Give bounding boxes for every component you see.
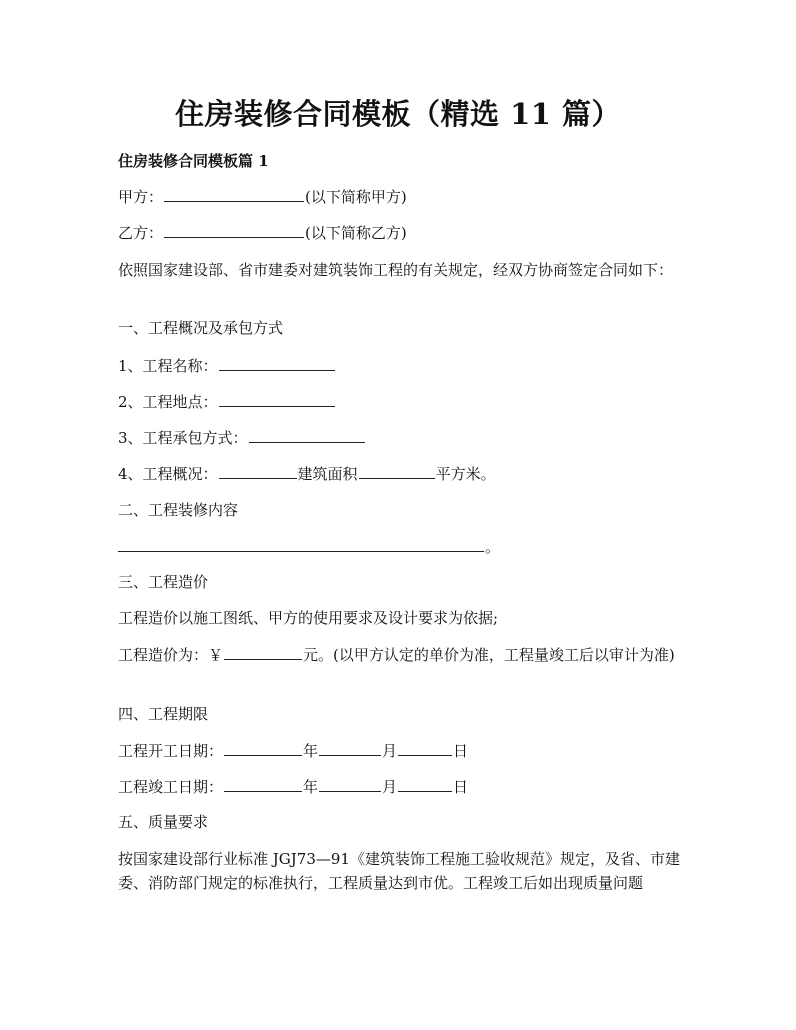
end-year-blank (224, 776, 302, 792)
project-overview-label: 4、工程概况： (118, 465, 218, 483)
start-month-label: 月 (382, 742, 398, 760)
contract-method-line (118, 427, 366, 448)
end-month-blank (319, 776, 381, 792)
start-year-blank (224, 740, 302, 756)
project-location-line (118, 391, 336, 412)
cost-amount-label: 工程造价为：￥ (118, 646, 224, 664)
project-overview-blank-1 (219, 463, 297, 479)
building-area-label: 建筑面积 (297, 465, 358, 483)
intro-paragraph: 依照国家建设部、省市建委对建筑装饰工程的有关规定，经双方协商签定合同如下： (118, 261, 674, 279)
cost-amount-note: 元。(以甲方认定的单价为准，工程量竣工后以审计为准) (303, 646, 675, 664)
party-b-label: 乙方： (118, 224, 164, 242)
start-date-line (118, 740, 468, 761)
project-location-label: 2、工程地点： (118, 393, 218, 411)
building-area-blank (359, 463, 435, 479)
contract-method-blank (249, 427, 365, 443)
decoration-content-line (118, 536, 500, 557)
section2-heading: 二、工程装修内容 (118, 501, 239, 519)
section1-heading: 一、工程概况及承包方式 (118, 319, 284, 337)
decoration-content-end: 。 (485, 538, 501, 556)
start-date-label: 工程开工日期： (118, 742, 224, 760)
end-date-label: 工程竣工日期： (118, 778, 224, 796)
project-location-blank (219, 391, 335, 407)
end-year-label: 年 (303, 778, 319, 796)
cost-amount-paragraph (118, 643, 684, 667)
contract-method-label: 3、工程承包方式： (118, 429, 248, 447)
start-day-blank (398, 740, 452, 756)
party-b-suffix: (以下简称乙方) (305, 224, 407, 242)
section3-heading: 三、工程造价 (118, 573, 209, 591)
party-b-line (118, 222, 407, 243)
project-name-label: 1、工程名称： (118, 357, 218, 375)
cost-basis-line: 工程造价以施工图纸、甲方的使用要求及设计要求为依据; (118, 609, 499, 627)
end-day-blank (398, 776, 452, 792)
project-name-line (118, 355, 336, 376)
party-b-blank (164, 222, 304, 238)
section-subtitle: 住房装修合同模板篇 1 (118, 152, 269, 170)
end-month-label: 月 (382, 778, 398, 796)
quality-requirement-paragraph: 按国家建设部行业标准 JGJ73—91《建筑装饰工程施工验收规范》规定，及省、市建委、消防部门规定的标准执行，工程质量达到市优。工程竣工后如出现质量问题 (118, 850, 680, 892)
end-date-line (118, 776, 468, 797)
party-a-blank (164, 186, 304, 202)
start-day-label: 日 (453, 742, 469, 760)
section4-heading: 四、工程期限 (118, 705, 209, 723)
party-a-label: 甲方： (118, 188, 164, 206)
area-unit-label: 平方米。 (435, 465, 496, 483)
party-a-suffix: (以下简称甲方) (305, 188, 407, 206)
cost-amount-blank (224, 644, 302, 660)
project-overview-line (118, 463, 496, 484)
start-year-label: 年 (303, 742, 319, 760)
end-day-label: 日 (453, 778, 469, 796)
project-name-blank (219, 355, 335, 371)
document-title: 住房装修合同模板（精选 11 篇） (174, 97, 622, 131)
party-a-line (118, 186, 407, 207)
decoration-content-blank (118, 536, 484, 552)
start-month-blank (319, 740, 381, 756)
section5-heading: 五、质量要求 (118, 813, 209, 831)
